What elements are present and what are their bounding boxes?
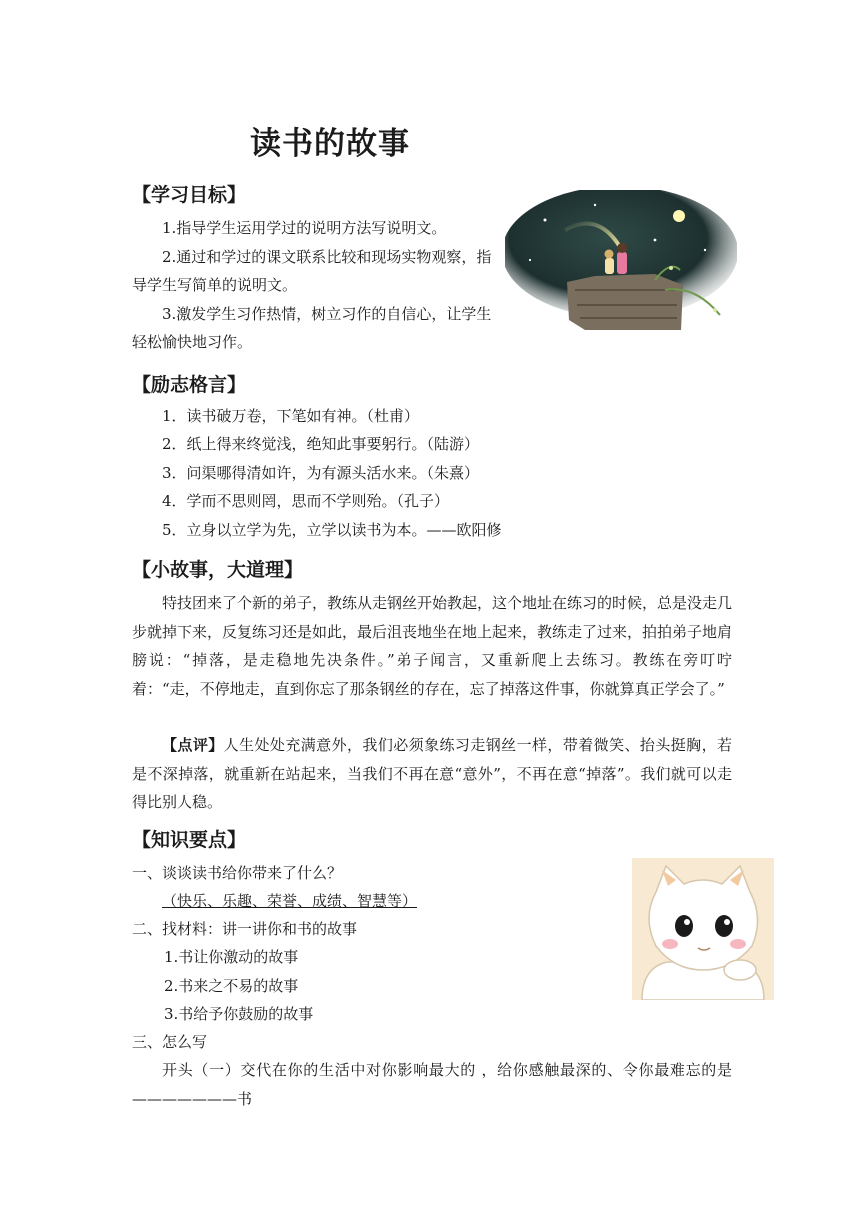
quote-item: 2．纸上得来终觉浅，绝知此事要躬行。（陆游） [162,435,480,453]
quote-item: 3．问渠哪得清如许，为有源头活水来。（朱熹） [162,464,480,482]
knowledge-q3: 三、怎么写 [132,1033,208,1051]
quote-item: 1．读书破万卷，下笔如有神。（杜甫） [162,407,420,425]
heading-quotes: 【励志格言】 [132,374,247,396]
goal-item: 1.指导学生运用学过的说明方法写说明文。 [162,219,447,237]
knowledge-q3-text: 开头（一）交代在你的生活中对你影响最大的 ，给你感触最深的、令你最难忘的是———————书 [132,1061,732,1108]
comment-label: 【点评】 [162,736,224,754]
goal-item: 3.激发学生习作热情，树立习作的自信心，让学生轻松愉快地习作。 [132,304,492,352]
heading-goals: 【学习目标】 [132,184,247,206]
page-title: 读书的故事 [250,126,410,162]
knowledge-q2: 二、找材料：讲一讲你和书的故事 [132,920,358,938]
quote-item: 4．学而不思则罔，思而不学则殆。（孔子） [162,492,450,510]
heading-story: 【小故事，大道理】 [132,559,304,581]
knowledge-q1: 一、谈谈读书给你带来了什么？ [132,864,343,882]
story-paragraph: 特技团来了个新的弟子，教练从走钢丝开始教起，这个地址在练习的时候，总是没走几步就掉下来，反复练习还是如此，最后沮丧地坐在地上起来，教练走了过来，拍拍弟子地肩膀说：“掉落，是走稳地先决条件。”弟子闻言，又重新爬上去练习。教练在旁叮咛着：“走，不停地走，直到你忘了那条钢丝的存在，忘了掉落这件事，你就算真正学会了。” [132,594,733,698]
night-sky-illustration [505,190,737,336]
heading-knowledge: 【知识要点】 [132,829,247,851]
comment-text: 人生处处充满意外，我们必须象练习走钢丝一样，带着微笑、抬头挺胸，若是不深掉落，就重新在站起来，当我们不再在意“意外”，不再在意“掉落”。我们就可以走得比别人稳。 [132,736,732,812]
comment-paragraph [132,731,732,817]
quote-item: 5．立身以立学为先，立学以读书为本。——欧阳修 [162,521,502,539]
knowledge-q2-item: 1.书让你激动的故事 [164,948,299,966]
knowledge-q2-item: 3.书给予你鼓励的故事 [164,1005,314,1023]
goals-list [132,214,492,357]
knowledge-q2-item: 2.书来之不易的故事 [164,977,299,995]
knowledge-q1-answer: （快乐、乐趣、荣誉、成绩、智慧等） [162,892,418,910]
goal-item: 2.通过和学过的课文联系比较和现场实物观察，指导学生写简单的说明文。 [132,247,492,295]
cartoon-character-image [632,858,774,1000]
